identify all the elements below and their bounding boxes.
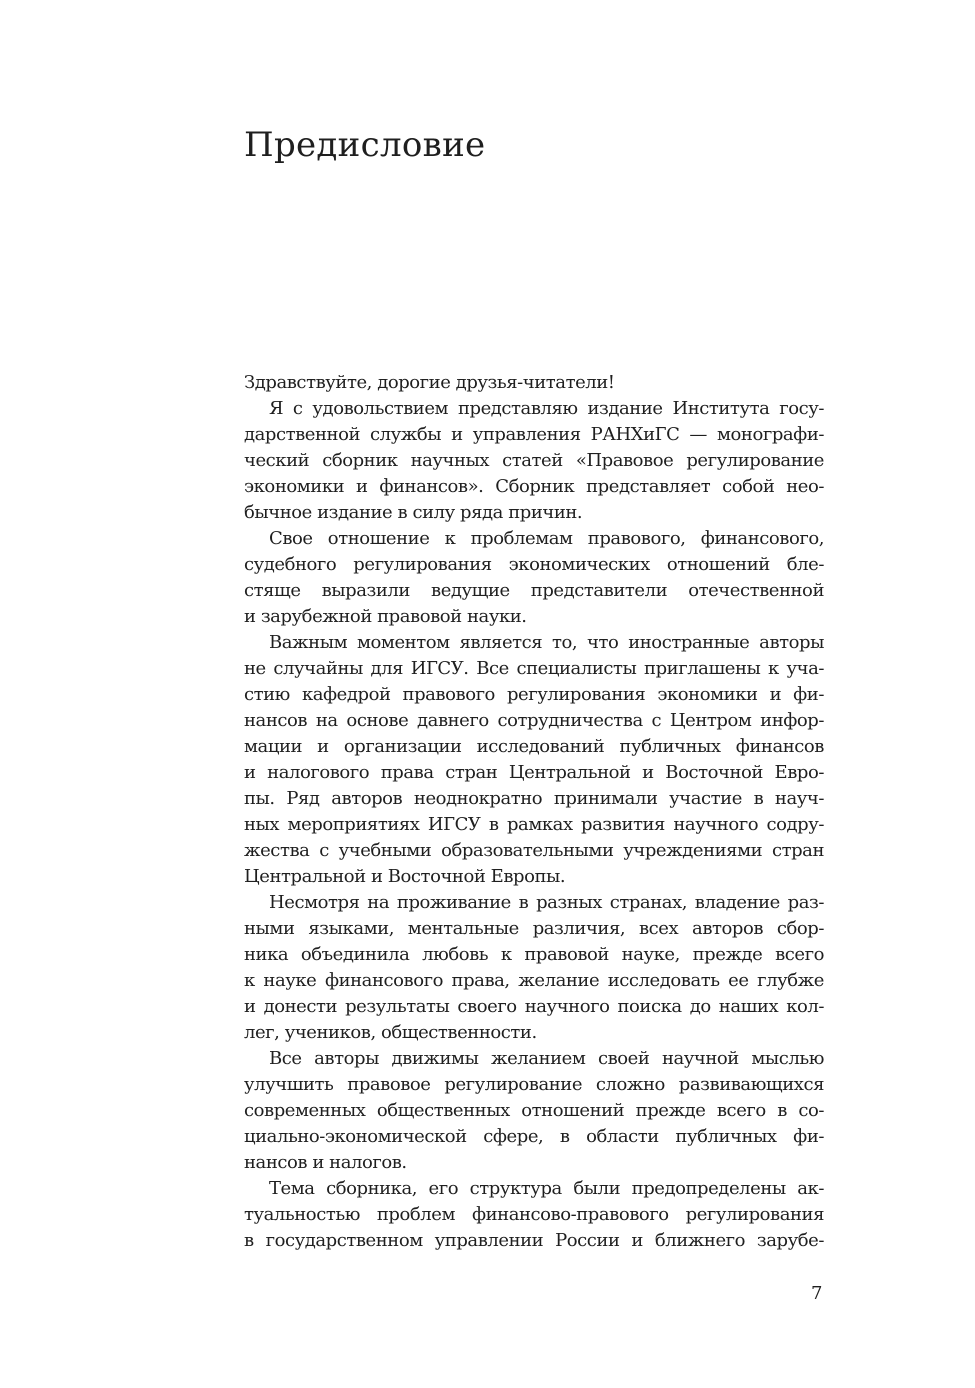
text-line: ческий сборник научных статей «Правовое регулирование (244, 450, 824, 471)
text-line: Свое отношение к проблемам правового, финансового, (269, 528, 824, 549)
text-line: Тема сборника, его структура были предопределены ак- (269, 1178, 824, 1199)
text-line: и налогового права стран Центральной и Восточной Евро- (244, 762, 824, 783)
text-line: и зарубежной правовой науки. (244, 606, 527, 627)
text-line: мации и организации исследований публичных финансов (244, 736, 824, 757)
text-line: жества с учебными образовательными учреждениями стран (244, 840, 824, 861)
text-line: Несмотря на проживание в разных странах, владение раз- (269, 892, 824, 913)
text-line: пы. Ряд авторов неоднократно принимали участие в науч- (244, 788, 824, 809)
text-line: туальностью проблем финансово-правового регулирования (244, 1204, 824, 1225)
text-line: Важным моментом является то, что иностранные авторы (269, 632, 824, 653)
text-line: к науке финансового права, желание исследовать ее глубже (244, 970, 824, 991)
text-line: не случайны для ИГСУ. Все специалисты приглашены к уча- (244, 658, 824, 679)
text-line: стяще выразили ведущие представители отечественной (244, 580, 824, 601)
text-line: нансов и налогов. (244, 1152, 407, 1173)
text-line: циально-экономической сфере, в области публичных фи- (244, 1126, 824, 1147)
text-line: современных общественных отношений прежде всего в со- (244, 1100, 824, 1121)
text-line: ных мероприятиях ИГСУ в рамках развития научного содру- (244, 814, 824, 835)
text-line: ными языками, ментальные различия, всех авторов сбор- (244, 918, 824, 939)
text-line: стию кафедрой правового регулирования экономики и фи- (244, 684, 824, 705)
text-line: улучшить правовое регулирование сложно развивающихся (244, 1074, 824, 1095)
text-line: ника объединила любовь к правовой науке, прежде всего (244, 944, 824, 965)
text-line: нансов на основе давнего сотрудничества с Центром инфор- (244, 710, 824, 731)
text-line: дарственной службы и управления РАНХиГС — монографи- (244, 424, 824, 445)
text-line: и донести результаты своего научного поиска до наших кол- (244, 996, 824, 1017)
page-number: 7 (810, 1283, 822, 1304)
page-title: Предисловие (244, 125, 486, 165)
text-line: судебного регулирования экономических отношений бле- (244, 554, 824, 575)
text-line: Здравствуйте, дорогие друзья-читатели! (244, 372, 615, 393)
preface-body (244, 370, 824, 1254)
text-line: экономики и финансов». Сборник представляет собой нео- (244, 476, 824, 497)
text-line: Все авторы движимы желанием своей научной мыслью (269, 1048, 824, 1069)
text-line: бычное издание в силу ряда причин. (244, 502, 583, 523)
text-line: лег, учеников, общественности. (244, 1022, 537, 1043)
text-line: Я с удовольствием представляю издание Института госу- (269, 398, 824, 419)
text-line: Центральной и Восточной Европы. (244, 866, 566, 887)
text-line: в государственном управлении России и ближнего зарубе- (244, 1230, 824, 1251)
